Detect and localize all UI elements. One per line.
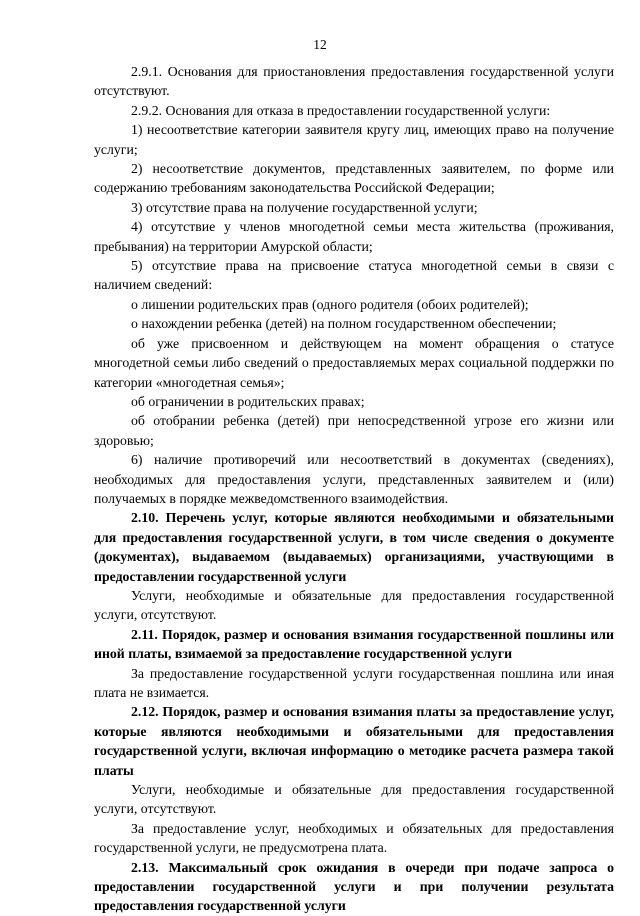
document-body (94, 62, 614, 916)
paragraph: об ограничении в родительских правах; (131, 393, 365, 409)
paragraph: о нахождении ребенка (детей) на полном государственном обеспечении; (131, 316, 557, 332)
paragraph: 1) несоответствие категории заявителя кругу лиц, имеющих право на получение услуги; (94, 122, 614, 157)
paragraph: 3) отсутствие права на получение государственной услуги; (131, 199, 478, 215)
paragraph: о лишении родительских прав (одного родителя (обоих родителей); (131, 296, 529, 312)
paragraph: 6) наличие противоречий или несоответствий в документах (сведениях), необходимых для предоставления услуги, представленных заявителем и (или) получаемых в порядке межведомственного взаимодействия. (94, 452, 614, 506)
paragraph: 2.9.2. Основания для отказа в предоставлении государственной услуги: (131, 102, 551, 118)
page-number: 12 (313, 37, 327, 52)
section-heading: 2.13. Максимальный срок ожидания в очереди при подаче запроса о предоставлении государственной услуги и при получении результата предоставления государственной услуги (94, 859, 614, 914)
paragraph: 2) несоответствие документов, представленных заявителем, по форме или содержанию требованиям законодательства Российской Федерации; (94, 161, 614, 196)
paragraph: об уже присвоенном и действующем на момент обращения о статусе многодетной семьи либо сведений о предоставляемых мерах социальной поддержки по категории «многодетная семья»; (94, 335, 614, 390)
paragraph: об отобрании ребенка (детей) при непосредственной угрозе его жизни или здоровью; (94, 413, 614, 448)
paragraph: Услуги, необходимые и обязательные для предоставления государственной услуги, отсутствуют. (94, 782, 614, 817)
section-heading: 2.10. Перечень услуг, которые являются необходимыми и обязательными для предоставления государственной услуги, в том числе сведения о документе (документах), выдаваемом (выдаваемых) организациями, участвующими в предоставлении государственной услуги (94, 510, 614, 584)
section-heading: 2.11. Порядок, размер и основания взимания государственной пошлины или иной платы, взимаемой за предоставление государственной услуги (94, 626, 614, 662)
paragraph: 4) отсутствие у членов многодетной семьи места жительства (проживания, пребывания) на территории Амурской области; (94, 219, 614, 254)
paragraph: 5) отсутствие права на присвоение статуса многодетной семьи в связи с наличием сведений: (94, 258, 614, 293)
paragraph: За предоставление государственной услуги государственная пошлина или иная плата не взимается. (94, 665, 614, 700)
paragraph: 2.9.1. Основания для приостановления предоставления государственной услуги отсутствуют. (94, 64, 614, 99)
paragraph: За предоставление услуг, необходимых и обязательных для предоставления государственной услуги, не предусмотрена плата. (94, 820, 614, 856)
section-heading: 2.12. Порядок, размер и основания взимания платы за предоставление услуг, которые являются необходимыми и обязательными для предоставления государственной услуги, включая информацию о методике расчета размера такой платы (94, 704, 614, 778)
paragraph: Услуги, необходимые и обязательные для предоставления государственной услуги, отсутствуют. (94, 587, 614, 623)
